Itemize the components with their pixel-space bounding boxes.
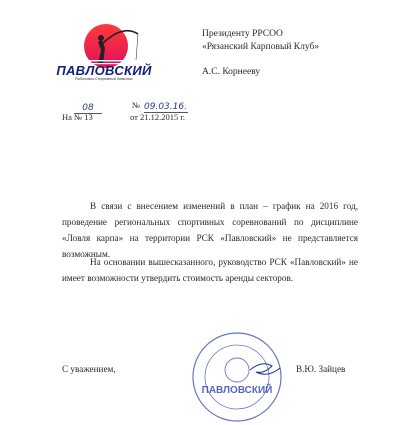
stamp-emblem	[225, 358, 249, 382]
signer-name: В.Ю. Зайцев	[296, 364, 346, 374]
outgoing-number-handwritten: 08	[74, 103, 102, 114]
official-stamp	[190, 330, 285, 425]
company-logo	[68, 20, 140, 92]
stamp-text: ПАВЛОВСКИЙ	[201, 385, 273, 396]
recipient-organization: «Рязанский Карповый Клуб»	[202, 42, 320, 52]
number-symbol: №	[132, 100, 141, 110]
recipient-title: Президенту РРСОО	[202, 29, 283, 39]
body-paragraph-1: В связи с внесением изменений в план – график на 2016 год, проведение региональных спортивных соревнований по дисциплине «Ловля карпа» на территории РСК «Павловский» не представляется возможным.	[62, 201, 358, 259]
body-paragraph-2: На основании вышесказанного, руководство РСК «Павловский» не имеет возможности утвердить стоимость аренды секторов.	[62, 257, 358, 283]
angler-head	[98, 35, 104, 41]
org-subtitle: Рыболовно-Спортивный Комплекс	[75, 77, 133, 81]
recipient-name: А.С. Корнееву	[202, 67, 261, 77]
outgoing-date-handwritten: 09.03.16.	[144, 102, 187, 112]
signature-scribble	[250, 364, 280, 375]
org-name: ПАВЛОВСКИЙ	[56, 63, 152, 78]
salutation: С уважением,	[62, 364, 116, 374]
fishing-line	[136, 34, 138, 60]
reference-number: На № 13	[62, 112, 93, 122]
water-lines	[84, 60, 128, 61]
reference-date: от 21.12.2015 г.	[130, 112, 186, 122]
